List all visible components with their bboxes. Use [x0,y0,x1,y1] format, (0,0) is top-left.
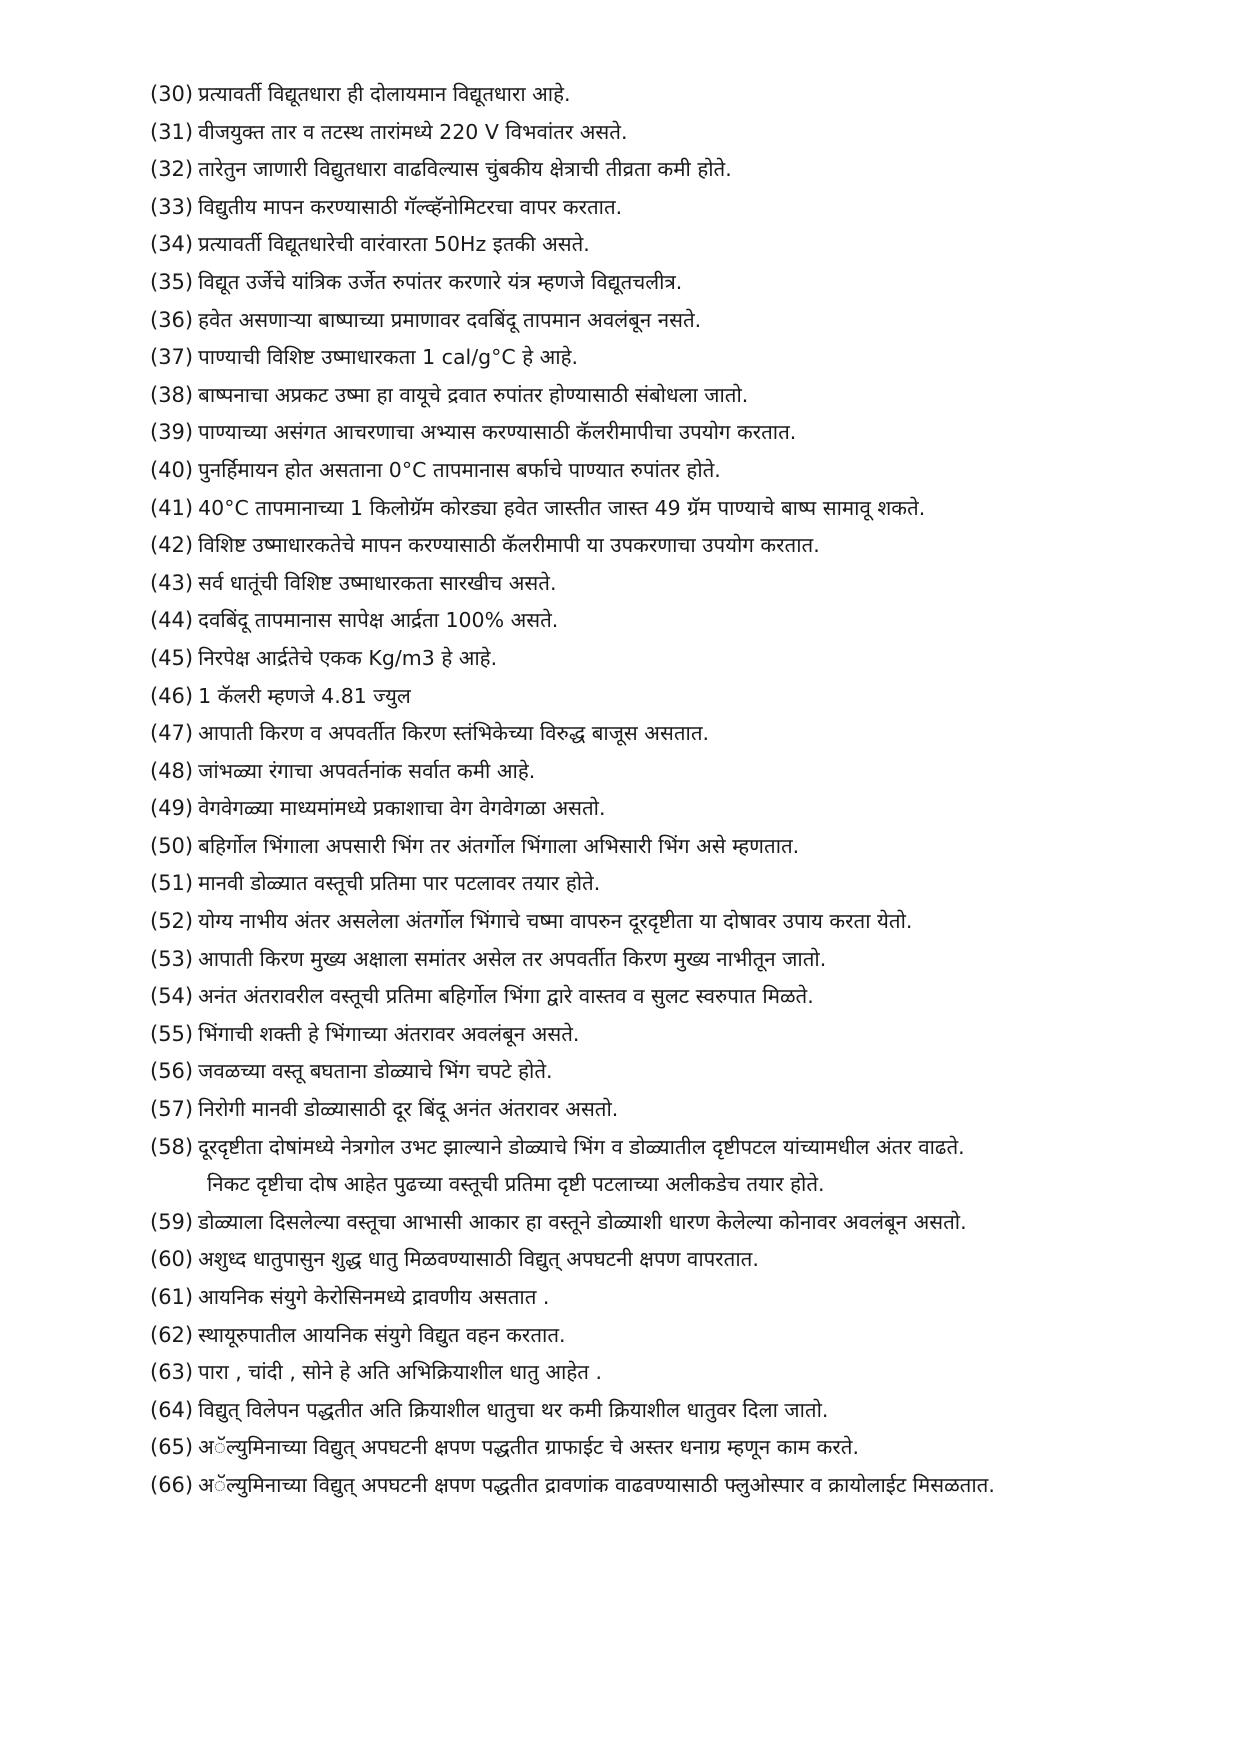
item-number: (58) [150,1134,194,1159]
item-text: आयनिक संयुगे केरोसिनमध्ये द्रावणीय असतात . [198,1285,550,1309]
item-text: निरपेक्ष आर्द्रतेचे एकक Kg/m3 हे आहे. [198,645,498,670]
item-text: विद्युत् विलेपन पद्धतीत अति क्रियाशील धातुचा थर कमी क्रियाशील धातुवर दिला जातो. [198,1397,829,1422]
item-number: (60) [150,1247,194,1272]
item-number: (38) [150,382,194,407]
item-text: हवेत असणाऱ्या बाष्पाच्या प्रमाणावर दवबिंदू तापमान अवलंबून नसते. [198,307,702,332]
item-text: अशुध्द धातुपासुन शुद्ध धातु मिळवण्यासाठी विद्युत् अपघटनी क्षपण वापरतात. [198,1247,759,1272]
item-text: दवबिंदू तापमानास सापेक्ष आर्द्रता 100% असते. [198,608,559,633]
item-text: प्रत्यावर्ती विद्यूतधारेची वारंवारता 50Hz इतकी असते. [198,232,590,257]
item-text: आपाती किरण मुख्य अक्षाला समांतर असेल तर अपवर्तीत किरण मुख्य नाभीतून जातो. [198,946,827,971]
item-number: (64) [150,1397,194,1422]
item-number: (66) [150,1472,194,1497]
list-item [150,114,1210,152]
item-number: (53) [150,946,194,971]
statement-list [150,76,1210,1505]
item-text: मानवी डोळ्यात वस्तूची प्रतिमा पार पटलावर तयार होते. [198,871,601,896]
item-number: (41) [150,495,194,520]
list-item [150,377,1210,415]
list-item [150,76,1210,114]
item-text: पुनर्हिमायन होत असताना 0°C तापमानास बर्फाचे पाण्यात रुपांतर होते. [198,457,721,482]
item-number: (57) [150,1097,194,1122]
item-text: योग्य नाभीय अंतर असलेला अंतर्गोल भिंगाचे चष्मा वापरुन दूरदृष्टीता या दोषावर उपाय करता येतो. [198,909,913,934]
list-item [150,903,1210,941]
item-text: 1 कॅलरी म्हणजे 4.81 ज्युल [198,683,411,708]
list-item [150,414,1210,452]
item-number: (48) [150,758,194,783]
item-number: (51) [150,871,194,896]
list-item [150,1204,1210,1242]
item-number: (43) [150,570,194,595]
item-number: (59) [150,1209,194,1234]
item-number: (42) [150,533,194,558]
list-item [150,1016,1210,1054]
item-text: 40°C तापमानाच्या 1 किलोग्रॅम कोरड्या हवेत जास्तीत जास्त 49 ग्रॅम पाण्याचे बाष्प सामावू शकते. [198,495,926,520]
item-text: पाण्याच्या असंगत आचरणाचा अभ्यास करण्यासाठी कॅलरीमापीचा उपयोग करतात. [198,420,797,445]
list-item [150,264,1210,302]
list-item-continuation [150,1166,1210,1204]
list-item [150,828,1210,866]
list-item [150,715,1210,753]
item-text: विद्यूत उर्जेचे यांत्रिक उर्जेत रुपांतर करणारे यंत्र म्हणजे विद्यूतचलीत्र. [198,269,683,294]
list-item [150,527,1210,565]
list-item [150,490,1210,528]
list-item [150,452,1210,490]
item-number: (52) [150,909,194,934]
list-item [150,189,1210,227]
list-item [150,602,1210,640]
list-item [150,1317,1210,1355]
list-item [150,941,1210,979]
item-text: विशिष्ट उष्माधारकतेचे मापन करण्यासाठी कॅलरीमापी या उपकरणाचा उपयोग करतात. [198,533,820,558]
list-item [150,302,1210,340]
item-number: (40) [150,457,194,482]
item-text: पारा , चांदी , सोने हे अति अभिक्रियाशील धातु आहेत . [198,1360,602,1385]
list-item [150,1129,1210,1167]
item-number: (49) [150,796,194,821]
item-text: अॅल्युमिनाच्या विद्युत् अपघटनी क्षपण पद्धतीत द्रावणांक वाढवण्यासाठी फ्लुओस्पार व क्रायोलाईट मिसळतात. [198,1472,995,1497]
item-number: (61) [150,1285,194,1309]
item-text: आपाती किरण व अपवर्तीत किरण स्तंभिकेच्या विरुद्ध बाजूस असतात. [198,721,710,746]
item-number: (32) [150,157,194,182]
item-text: निरोगी मानवी डोळ्यासाठी दूर बिंदू अनंत अंतरावर असतो. [198,1097,619,1122]
list-item [150,565,1210,603]
item-number: (62) [150,1322,194,1347]
item-text: पाण्याची विशिष्ट उष्माधारकता 1 cal/g°C हे आहे. [198,345,578,370]
item-number: (45) [150,645,194,670]
item-number: (37) [150,345,194,370]
item-number: (30) [150,82,194,106]
item-text: विद्युतीय मापन करण्यासाठी गॅल्व्हॅनोमिटरचा वापर करतात. [198,194,623,219]
list-item [150,678,1210,716]
item-number: (65) [150,1435,194,1460]
item-text: अनंत अंतरावरील वस्तूची प्रतिमा बहिर्गोल भिंगा द्वारे वास्तव व सुलट स्वरुपात मिळते. [198,984,814,1009]
item-number: (31) [150,119,194,144]
list-item [150,1241,1210,1279]
item-number: (63) [150,1360,194,1385]
list-item [150,151,1210,189]
item-text: तारेतुन जाणारी विद्युतधारा वाढविल्यास चुंबकीय क्षेत्राची तीव्रता कमी होते. [198,157,732,182]
list-item [150,790,1210,828]
item-number: (55) [150,1021,194,1046]
item-text: सर्व धातूंची विशिष्ट उष्माधारकता सारखीच असते. [198,570,557,595]
list-item [150,640,1210,678]
list-item [150,1279,1210,1317]
list-item [150,1392,1210,1430]
item-number: (54) [150,984,194,1009]
item-text: निकट दृष्टीचा दोष आहेत पुढच्या वस्तूची प्रतिमा दृष्टी पटलाच्या अलीकडेच तयार होते. [207,1172,825,1197]
item-number: (44) [150,608,194,633]
item-text: बहिर्गोल भिंगाला अपसारी भिंग तर अंतर्गोल भिंगाला अभिसारी भिंग असे म्हणतात. [198,833,800,858]
list-item [150,1091,1210,1129]
item-number: (50) [150,833,194,858]
item-number: (46) [150,683,194,708]
list-item [150,226,1210,264]
list-item [150,865,1210,903]
item-number: (36) [150,307,194,332]
item-number: (39) [150,420,194,445]
item-text: वेगवेगळ्या माध्यमांमध्ये प्रकाशाचा वेग वेगवेगळा असतो. [198,796,606,821]
item-text: जवळच्या वस्तू बघताना डोळ्याचे भिंग चपटे होते. [198,1059,553,1084]
item-text: दूरदृष्टीता दोषांमध्ये नेत्रगोल उभट झाल्याने डोळ्याचे भिंग व डोळ्यातील दृष्टीपटल यांच्यामधील अंतर वाढते. [198,1134,965,1159]
item-number: (56) [150,1059,194,1084]
item-text: भिंगाची शक्ती हे भिंगाच्या अंतरावर अवलंबून असते. [198,1021,580,1046]
list-item [150,1354,1210,1392]
list-item [150,1429,1210,1467]
list-item [150,753,1210,791]
item-text: वीजयुक्त तार व तटस्थ तारांमध्ये 220 V विभवांतर असते. [198,119,628,144]
item-text: प्रत्यावर्ती विद्यूतधारा ही दोलायमान विद्यूतधारा आहे. [198,82,571,106]
item-text: बाष्पनाचा अप्रकट उष्मा हा वायूचे द्रवात रुपांतर होण्यासाठी संबोधला जातो. [198,382,749,407]
item-number: (35) [150,269,194,294]
item-number: (33) [150,194,194,219]
item-text: अॅल्युमिनाच्या विद्युत् अपघटनी क्षपण पद्धतीत ग्राफाईट चे अस्तर धनाग्र म्हणून काम करते. [198,1435,859,1460]
list-item [150,978,1210,1016]
list-item [150,339,1210,377]
item-number: (47) [150,721,194,746]
item-text: जांभळ्या रंगाचा अपवर्तनांक सर्वात कमी आहे. [198,758,536,783]
list-item [150,1467,1210,1505]
list-item [150,1053,1210,1091]
item-text: डोळ्याला दिसलेल्या वस्तूचा आभासी आकार हा वस्तूने डोळ्याशी धारण केलेल्या कोनावर अवलंबून असतो. [198,1209,967,1234]
item-number: (34) [150,232,194,257]
item-text: स्थायूरुपातील आयनिक संयुगे विद्युत वहन करतात. [198,1322,566,1347]
